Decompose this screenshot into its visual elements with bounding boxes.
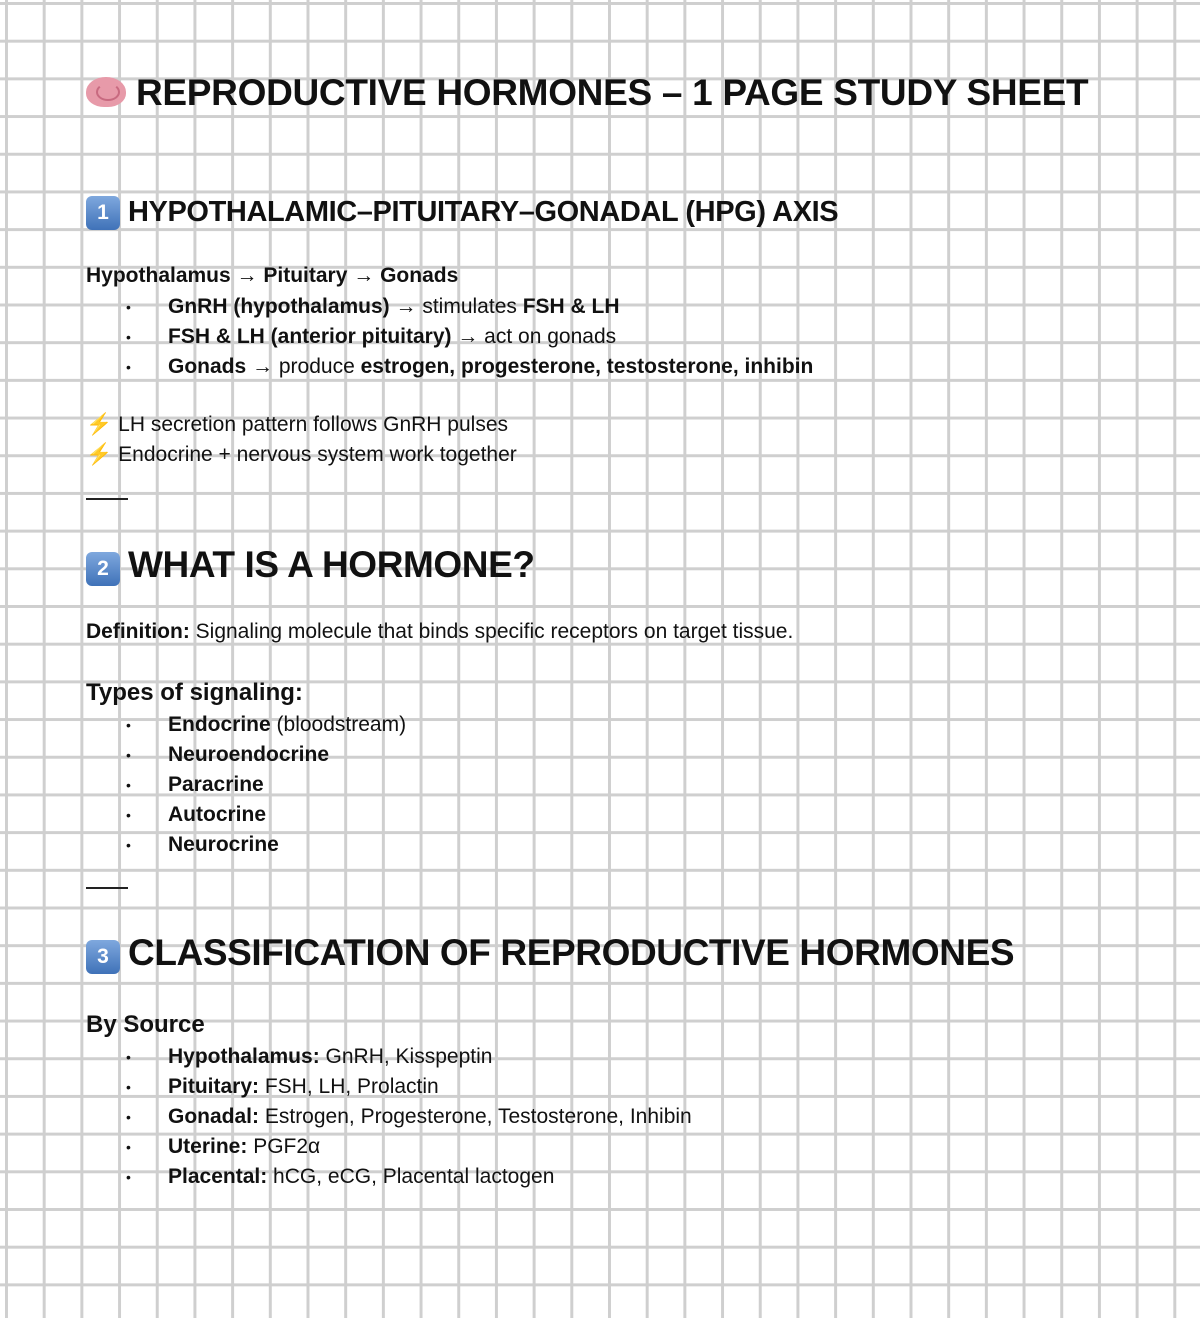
list-item: • Autocrine: [86, 800, 406, 830]
hpg-bullet-list: [86, 292, 813, 382]
number-3-icon: 3: [86, 940, 120, 974]
hormone-source-list: [86, 1042, 692, 1192]
list-item: • Neuroendocrine: [86, 740, 406, 770]
section-3-heading: 3 CLASSIFICATION OF REPRODUCTIVE HORMONES: [86, 931, 1014, 975]
lightning-icon: ⚡: [86, 413, 113, 436]
list-item: • FSH & LH (anterior pituitary) → act on gonads: [86, 322, 813, 352]
lightning-icon: ⚡: [86, 443, 113, 466]
list-item: • Uterine: PGF2α: [86, 1132, 692, 1162]
section-divider: [86, 498, 128, 500]
list-item: • GnRH (hypothalamus) → stimulates FSH & LH: [86, 292, 813, 322]
section-divider: [86, 887, 128, 889]
note-line: ⚡ LH secretion pattern follows GnRH pulses: [86, 413, 508, 436]
hpg-flow: Hypothalamus → Pituitary → Gonads: [86, 264, 459, 287]
list-item: • Paracrine: [86, 770, 406, 800]
document-title: REPRODUCTIVE HORMONES – 1 PAGE STUDY SHEET: [86, 70, 1146, 116]
list-item: • Gonadal: Estrogen, Progesterone, Testosterone, Inhibin: [86, 1102, 692, 1132]
note-line: ⚡ Endocrine + nervous system work together: [86, 443, 517, 466]
signaling-types-list: [86, 710, 406, 860]
types-heading: Types of signaling:: [86, 679, 303, 706]
list-item: • Placental: hCG, eCG, Placental lactogen: [86, 1162, 692, 1192]
list-item: • Neurocrine: [86, 830, 406, 860]
list-item: • Hypothalamus: GnRH, Kisspeptin: [86, 1042, 692, 1072]
list-item: • Pituitary: FSH, LH, Prolactin: [86, 1072, 692, 1102]
by-source-heading: By Source: [86, 1011, 205, 1038]
number-2-icon: 2: [86, 552, 120, 586]
list-item: • Gonads → produce estrogen, progesterone, testosterone, inhibin: [86, 352, 813, 382]
list-item: • Endocrine (bloodstream): [86, 710, 406, 740]
brain-icon: [86, 77, 126, 107]
number-1-icon: 1: [86, 196, 120, 230]
section-1-heading: 1 HYPOTHALAMIC–PITUITARY–GONADAL (HPG) AXIS: [86, 194, 838, 230]
section-2-heading: 2 WHAT IS A HORMONE?: [86, 543, 535, 587]
definition-line: Definition: Signaling molecule that binds specific receptors on target tissue.: [86, 620, 794, 643]
